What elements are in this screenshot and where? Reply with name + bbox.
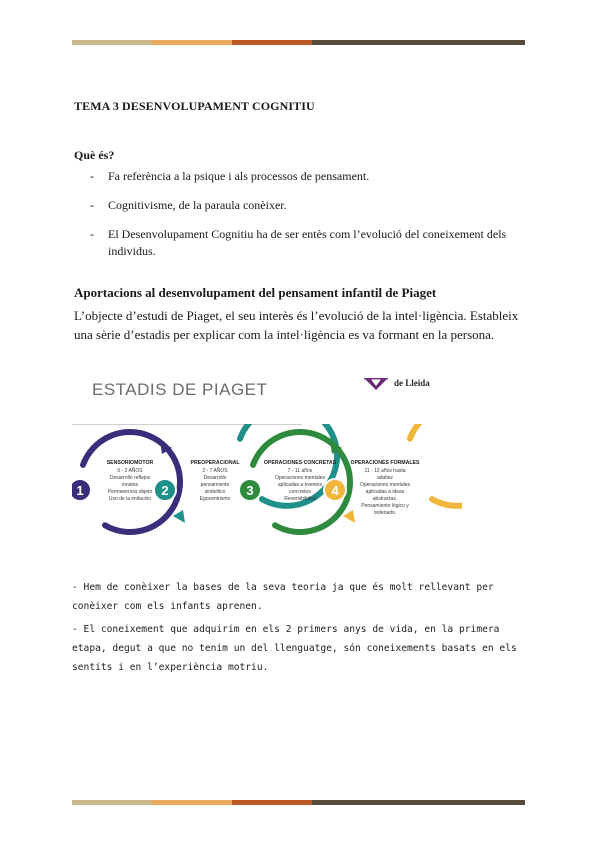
stage-detail: Uso de la imitación	[108, 496, 152, 502]
document-heading: TEMA 3 DESENVOLUPAMENT COGNITIU	[74, 99, 315, 113]
piaget-stages-figure	[72, 372, 462, 542]
stage-detail: 2 - 7 AÑOS	[202, 468, 228, 474]
stage-number: 1	[76, 483, 84, 498]
stage-number: 4	[331, 483, 339, 498]
stage-name: OPERACIONES CONCRETAS	[263, 460, 337, 466]
stage-detail: concretos	[289, 489, 311, 495]
stage-number: 3	[246, 483, 254, 498]
stage-number: 2	[161, 483, 169, 498]
arrow-icon	[173, 510, 185, 523]
university-logo: de Lleida	[362, 376, 430, 390]
section-title: Aportacions al desenvolupament del pensament infantil de Piaget	[74, 285, 437, 300]
stage-detail: abstractas.	[372, 496, 398, 502]
list-item: - Fa referència a la psique i als processos de pensament.	[90, 169, 370, 183]
note-paragraph: - Hem de conèixer la bases de la seva teoria ja que és molt rellevant per conèixer com els infants aprenen.	[72, 582, 494, 612]
stage-detail: adultez	[376, 475, 394, 481]
stage-detail: innatos	[121, 482, 139, 488]
stage-name: OPERACIONES FORMALES	[350, 460, 420, 466]
stages-diagram	[72, 424, 462, 544]
stage-detail: simbólico	[204, 489, 226, 495]
stage-detail: Permanencia objeto	[107, 489, 153, 495]
note-paragraph: - El coneixement que adquirim en els 2 primers anys de vida, en la primera etapa, degut a que no tenim un del llenguatge, són coneixements basats en els sentits i en l’experiència motriu.	[72, 624, 517, 673]
stage-detail: pensamiento	[200, 482, 230, 488]
list-item: - Cognitivisme, de la paraula conèixer.	[90, 198, 287, 212]
figure-title: ESTADIS DE PIAGET	[92, 380, 268, 399]
list-item: - El Desenvolupament Cognitiu ha de ser entès com l’evolució del coneixement dels individus.	[90, 227, 507, 258]
intro-paragraph: L’objecte d’estudi de Piaget, el seu interès és l’evolució de la intel·ligència. Estableix una sèrie d’estadis per explicar com la intel·ligència es va formant en la persona.	[74, 308, 519, 342]
stage-detail: Operaciones mentales	[359, 482, 411, 488]
stage-detail: 0 - 2 AÑOS	[117, 468, 143, 474]
top-decorative-bar	[72, 40, 525, 45]
stage-detail: 7 - 11 años	[287, 468, 313, 474]
stage-detail: Desarrollo reflejos	[109, 475, 151, 481]
stage-name: PREOPERACIONAL	[190, 460, 240, 466]
stage-detail: aplicadas a eventos	[277, 482, 323, 488]
stage-detail: Operaciones mentales	[274, 475, 326, 481]
stage-detail: aplicadas a ideas	[365, 489, 405, 495]
stage-name: SENSORIOMOTOR	[106, 460, 154, 466]
logo-mark-icon	[362, 376, 390, 390]
subheading: Què és?	[74, 148, 115, 162]
bottom-decorative-bar	[72, 800, 525, 805]
stage-detail: Desarrollo	[203, 475, 227, 481]
stage-detail: Pensamiento lógico y	[361, 503, 409, 509]
stage-detail: Egocentrismo	[199, 496, 231, 502]
stage-detail: Reversibilidad	[284, 496, 316, 502]
stage-detail: ordenado.	[373, 510, 397, 516]
arrow-icon	[343, 510, 355, 523]
stage-detail: 11 - 12 años hasta	[364, 468, 406, 474]
definition-list	[90, 168, 520, 272]
